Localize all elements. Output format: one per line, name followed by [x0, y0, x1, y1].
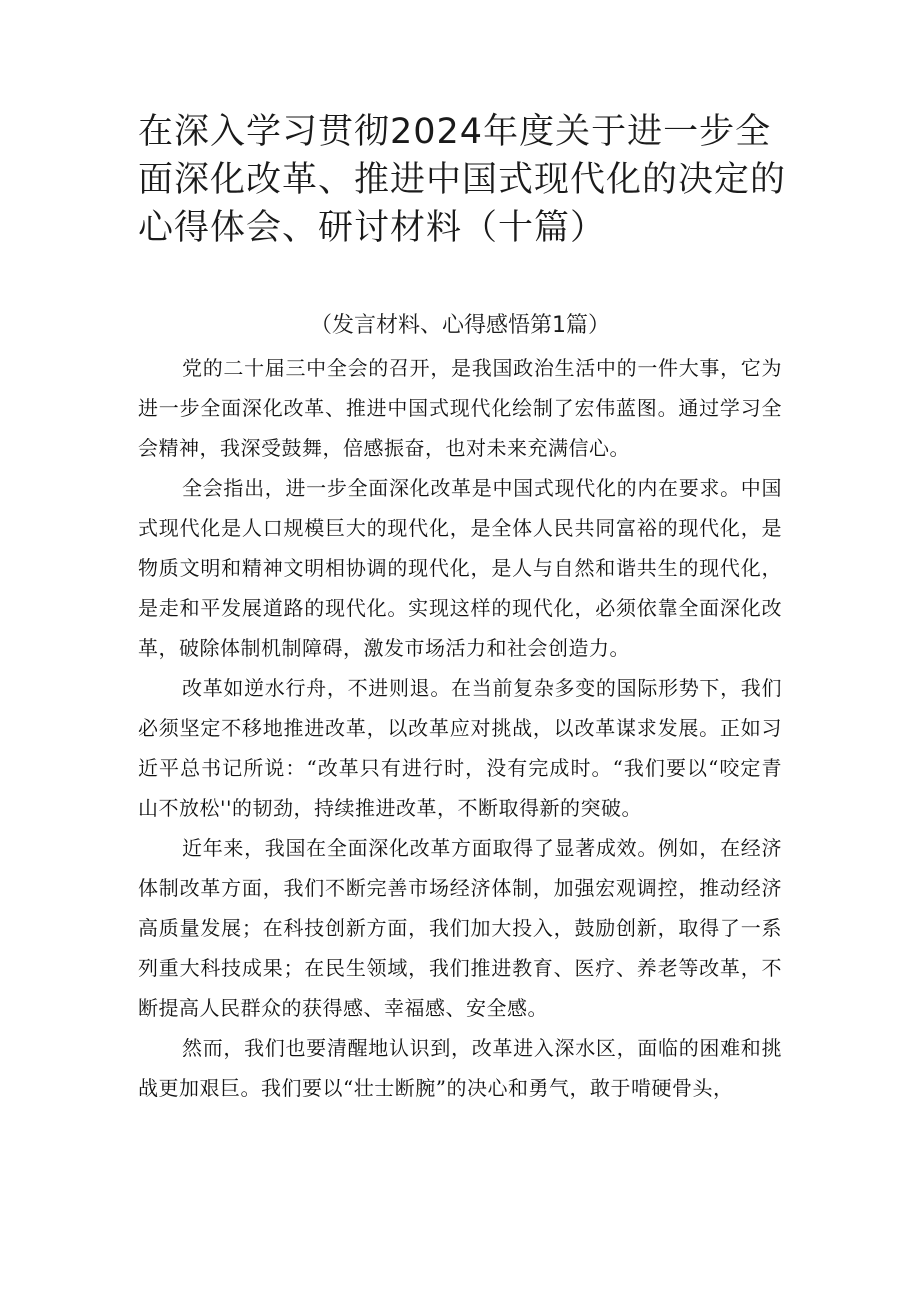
paragraph: 党的二十届三中全会的召开，是我国政治生活中的一件大事，它为进一步全面深化改革、推进中国式现代化绘制了宏伟蓝图。通过学习全会精神，我深受鼓舞，倍感振奋，也对未来充满信心。 [138, 356, 782, 460]
paragraph: 近年来，我国在全面深化改革方面取得了显著成效。例如，在经济体制改革方面，我们不断完善市场经济体制，加强宏观调控，推动经济高质量发展；在科技创新方面，我们加大投入，鼓励创新，取得了一系列重大科技成果；在民生领域，我们推进教育、医疗、养老等改革，不断提高人民群众的获得感、幸福感、安全感。 [138, 836, 782, 1020]
paragraph: 全会指出，进一步全面深化改革是中国式现代化的内在要求。中国式现代化是人口规模巨大的现代化，是全体人民共同富裕的现代化，是物质文明和精神文明相协调的现代化，是人与自然和谐共生的现代化，是走和平发展道路的现代化。实现这样的现代化，必须依靠全面深化改革，破除体制机制障碍，激发市场活力和社会创造力。 [138, 476, 782, 660]
paragraph: 然而，我们也要清醒地认识到，改革进入深水区，面临的困难和挑战更加艰巨。我们要以“壮士断腕”的决心和勇气，敢于啃硬骨头， [138, 1036, 782, 1100]
paragraph: 改革如逆水行舟，不进则退。在当前复杂多变的国际形势下，我们必须坚定不移地推进改革，以改革应对挑战，以改革谋求发展。正如习近平总书记所说：“改革只有进行时，没有完成时。“我们要以“咬定青山不放松''的韧劲，持续推进改革，不断取得新的突破。 [138, 676, 782, 820]
document-body [138, 348, 782, 1108]
document-title: 在深入学习贯彻2024年度关于进一步全面深化改革、推进中国式现代化的决定的心得体会、研讨材料（十篇） [138, 112, 787, 248]
section-heading: （发言材料、心得感悟第1篇） [310, 313, 610, 338]
